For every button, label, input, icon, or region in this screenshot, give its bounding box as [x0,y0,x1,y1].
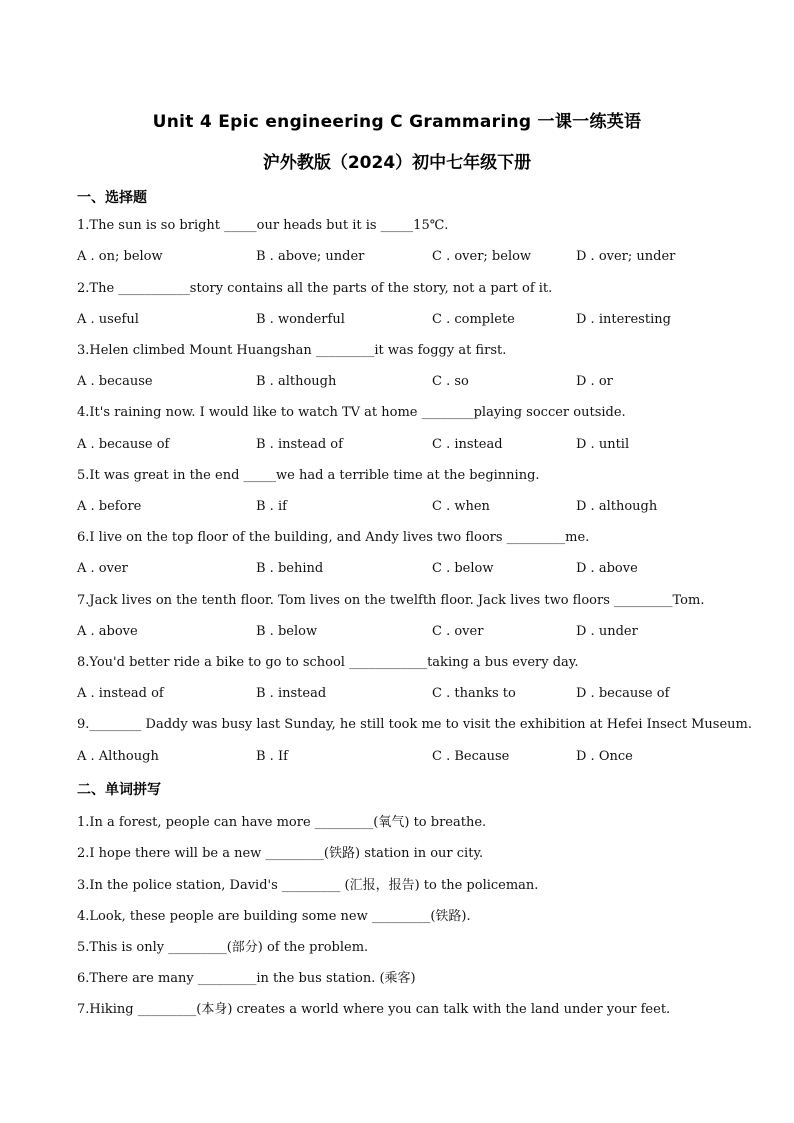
option-a: A . useful [77,312,139,327]
option-c: C . over [432,624,484,639]
option-a: A . instead of [77,686,164,701]
spelling-item: 7.Hiking _________(本身) creates a world where you can talk with the land under your feet. [77,1002,671,1017]
option-a: A . over [77,561,128,576]
option-b: B . wonderful [256,312,345,327]
spelling-item: 3.In the police station, David's _________ (汇报，报告) to the policeman. [77,878,539,893]
option-a: A . because [77,374,153,389]
option-d: D . interesting [576,312,671,327]
option-b: B . instead [256,686,327,701]
option-c: C . when [432,499,490,514]
option-a: A . because of [77,437,170,452]
spelling-item: 5.This is only _________(部分) of the problem. [77,940,369,955]
section2-heading: 二、单词拼写 [77,782,161,798]
spelling-item: 1.In a forest, people can have more _________(氧气) to breathe. [77,815,487,830]
option-d: D . over; under [576,249,676,264]
option-a: A . Although [77,749,159,764]
question-stem: 3.Helen climbed Mount Huangshan _________it was foggy at first. [77,343,507,358]
spelling-item: 4.Look, these people are building some new _________(铁路). [77,909,471,924]
spelling-item: 2.I hope there will be a new _________(铁路) station in our city. [77,846,484,861]
question-stem: 8.You'd better ride a bike to go to school ____________taking a bus every day. [77,655,579,670]
option-d: D . until [576,437,630,452]
question-stem: 1.The sun is so bright _____our heads but it is _____15℃. [77,218,449,233]
option-d: D . although [576,499,658,514]
option-d: D . or [576,374,613,389]
option-c: C . thanks to [432,686,516,701]
option-d: D . because of [576,686,670,701]
option-d: D . Once [576,749,633,764]
question-stem: 6.I live on the top floor of the building, and Andy lives two floors _________me. [77,530,590,545]
question-stem: 5.It was great in the end _____we had a terrible time at the beginning. [77,468,540,483]
option-c: C . over; below [432,249,532,264]
option-b: B . above; under [256,249,365,264]
page-title-line2: 沪外教版（2024）初中七年级下册 [262,153,532,173]
section1-heading: 一、选择题 [77,190,147,206]
option-b: B . if [256,499,287,514]
option-b: B . If [256,749,288,764]
question-stem: 4.It's raining now. I would like to watch TV at home ________playing soccer outside. [77,405,626,420]
option-a: A . above [77,624,138,639]
option-c: C . below [432,561,494,576]
question-stem: 9.________ Daddy was busy last Sunday, he still took me to visit the exhibition at Hefei Insect Museum. [77,717,752,732]
page-title-line1: Unit 4 Epic engineering C Grammaring 一课一练英语 [152,112,642,132]
option-a: A . on; below [77,249,163,264]
option-c: C . instead [432,437,503,452]
option-c: C . Because [432,749,510,764]
option-b: B . although [256,374,337,389]
question-stem: 2.The ___________story contains all the parts of the story, not a part of it. [77,281,553,296]
option-c: C . complete [432,312,515,327]
question-stem: 7.Jack lives on the tenth floor. Tom lives on the twelfth floor. Jack lives two floors _________Tom. [77,593,705,608]
option-d: D . above [576,561,638,576]
option-b: B . below [256,624,318,639]
option-c: C . so [432,374,469,389]
option-d: D . under [576,624,638,639]
option-b: B . behind [256,561,324,576]
spelling-item: 6.There are many _________in the bus station. (乘客) [77,971,416,986]
option-b: B . instead of [256,437,343,452]
option-a: A . before [77,499,142,514]
